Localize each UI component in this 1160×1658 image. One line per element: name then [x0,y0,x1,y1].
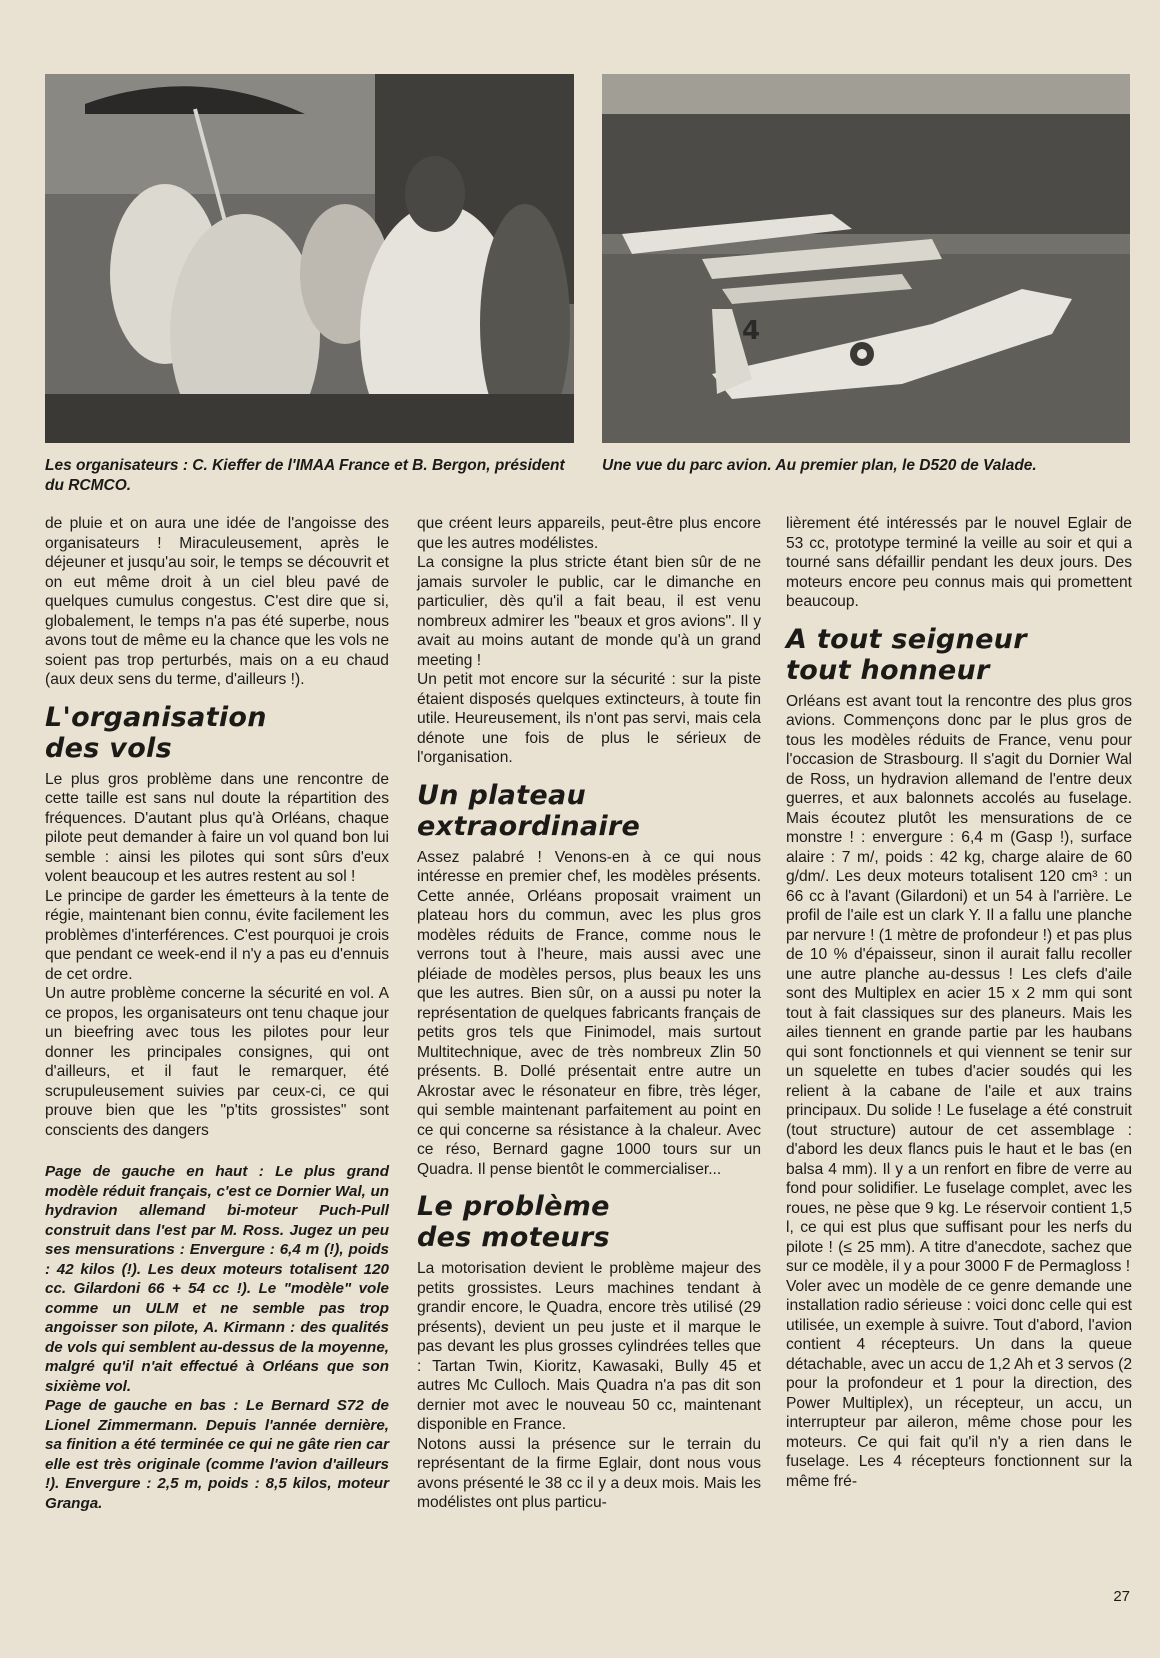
photo-airfield-park [602,74,1130,443]
paragraph: que créent leurs appareils, peut-être plus encore que les autres modélistes. [417,515,761,552]
paragraph: Le plus gros problème dans une rencontre de cette taille est sans nul doute la répartition des fréquences. D'autant plus qu'à Orléans, chaque pilote peut demander à faire un vol quand bon lui semble : ainsi les pilotes qui sont sûrs d'eux volent beaucoup et les autres restent au sol ! [45,770,389,885]
section-heading-organisation: L'organisation des vols [45,701,267,764]
paragraph: La motorisation devient le problème majeur des petits grossistes. Leurs machines tendant à grandir encore, le Quadra, encore très utilisé (29 présents), devient un peu juste et il marque le pas devant les plus grosses cylindrées telles que : Tartan Twin, Kioritz, Kawasaki, Bully 45 et autres Mc Culloch. Mais Quadra n'a pas dit son dernier mot avec le nouveau 50 cc, maintenant disponible en France. [417,1260,761,1433]
airfield-photo-illustration [602,74,1130,443]
paragraph: Un petit mot encore sur la sécurité : sur la piste étaient disposés quelques extincteurs, à toute fin utile. Heureusement, ils n'ont pas servi, mais cela dénote une fois de plus le sérieux de l'organisation. [417,671,761,766]
paragraph: La consigne la plus stricte étant bien sûr de ne jamais survoler le public, car le dimanche en particulier, dès qu'il a fait beau, il est venu nombreux admirer les "beaux et gros avions". Il y avait au moins autant de monde qu'à un grand meeting ! [417,554,761,669]
organisers-photo-illustration [45,74,574,443]
section-heading-moteurs: Le problème des moteurs [417,1191,610,1253]
article-column-3 [786,514,1132,1491]
paragraph: lièrement été intéressés par le nouvel Eglair de 53 cc, prototype terminé la veille au soir et qui a tourné sans défaillir pendant les deux jours. Des moteurs encore peu connus mais qui promettent beaucoup. [786,515,1132,610]
article-column-2 [417,514,761,1513]
paragraph: Un autre problème concerne la sécurité en vol. A ce propos, les organisateurs ont tenu chaque jour un bieefring avec tous les pilotes pour leur donner les principales consignes, qui ont d'ailleurs, et il faut le remarquer, été scrupuleusement suivies par ceux-ci, ce qui prouve bien que les "p'tits grossistes" sont conscients des dangers [45,985,389,1139]
caption-organisers: Les organisateurs : C. Kieffer de l'IMAA France et B. Bergon, président du RCMCO. [45,457,565,494]
paragraph: Voler avec un modèle de ce genre demande une installation radio sérieuse : voici donc celle qui est utilisée, un exemple à suivre. Tout d'abord, l'avion contient 4 récepteurs. Un dans la queue détachable, avec un accu de 1,2 Ah et 3 servos (2 pour la profondeur et 1 pour la direction, des Power Multiplex), un récepteur, un accu, un interrupteur par aileron, même chose pour les moteurs. Ce qui fait qu'il n'y a rien dans le fuselage. Les 4 récepteurs fonctionnent sur la même fré- [786,1277,1132,1490]
photo-note-bernard: Page de gauche en bas : Le Bernard S72 de Lionel Zimmermann. Depuis l'année dernière, sa finition a été terminée ce qui ne gâte rien car elle est très originale (comme l'avion d'ailleurs !). Envergure : 2,5 m, poids : 8,5 kilos, moteur Granga. [45,1397,389,1512]
paragraph: Assez palabré ! Venons-en à ce qui nous intéresse en premier chef, les modèles présents. Cette année, Orléans proposait vraiment un plateau hors du commun, avec les plus gros modèles réduits de France, comme nous le verrons tout à l'heure, mais aussi avec une pléiade de modèles persos, plus beaux les uns que les autres. Bien sûr, on a aussi pu noter la représentation de quelques fabricants français de petits gros tels que Finimodel, mais surtout Multitechnique, avec de très nombreux Zlin 50 présents. B. Dollé présentait entre autre un Akrostar avec le résonateur en fibre, très léger, qui semble maintenant parfaitement au point en ce qui concerne sa résistance à la chaleur. Avec ce réso, Bernard gagne 1000 tours sur un Quadra. Il pense bientôt le commercialiser... [417,848,761,1178]
paragraph: Notons aussi la présence sur le terrain du représentant de la firme Eglair, dont nous vous avons présenté le 38 cc il y a deux mois. Mais les modélistes ont plus particu- [417,1435,761,1511]
caption-airfield-park: Une vue du parc avion. Au premier plan, le D520 de Valade. [602,457,1037,474]
paragraph: Orléans est avant tout la rencontre des plus gros avions. Commençons donc par le plus gros de tous les modèles réduits de France, venu pour l'occasion de Strasbourg. Il s'agit du Dornier Wal de Ross, un hydravion allemand de l'entre deux guerres, et aux balonnets accolés au fuselage. Mais écoutez plutôt les mensurations de ce monstre ! : envergure : 6,4 m (Gasp !), surface alaire : 7 m/, poids : 42 kg, charge alaire de 60 g/dm/. Les deux moteurs totalisent 120 cm³ : un 66 cc à l'avant (Gilardoni) et un 54 à l'arrière. Le profil de l'aile est un clark Y. Il a fallu une planche par nervure ! (1 mètre de profondeur !) et pas plus de 10 % d'épaisseur, sinon il aurait fallu recoller une autre planche au-dessus ! Les clefs d'aile sont des Multiplex en acier 15 x 2 mm qui sont tout à fait classiques sur des planeurs. Mais les ailes tiennent en grande partie par les haubans qui sont fonctionnels et qui viennent se tenir sur un squelette en tubes d'acier soudés qui les relient à la cabane de l'aile et aux trains principaux. Du solide ! Le fuselage a été construit (tout structure) autour de cet assemblage : d'abord les deux flancs puis le haut et le bas (en balsa 4 mm). Il y a un renfort en fibre de verre au fond pour solidifier. Le fuselage complet, avec les roues, ne pèse que 9 kg. Le réservoir contient 1,5 l, ce qui est plus que suffisant pour les nerfs du pilote ! (≤ 25 mm). A titre d'anecdote, sachez que sur ce modèle, il y a pour 3000 F de Permagloss ! [786,692,1132,1275]
photo-note-dornier: Page de gauche en haut : Le plus grand modèle réduit français, c'est ce Dornier Wal, un hydravion allemand bi-moteur Puch-Pull construit dans l'est par M. Ross. Jugez un peu ses mensurations : Envergure : 6,4 m (!), poids : 42 kilos (!). Les deux moteurs totalisent 120 cc. Gilardoni 66 + 54 cc !). Le "modèle" vole comme un ULM et ne semble pas trop angoisser son pilote, A. Kirmann : des qualités de vols qui semblent au-dessus de la moyenne, malgré qu'il n'ait effectué à Orléans que son sixième vol. [45,1163,389,1395]
plane-marking-text: 4 [742,316,761,346]
paragraph: Le principe de garder les émetteurs à la tente de régie, maintenant bien connu, évite facilement les problèmes d'interférences. C'est pourquoi je crois que pendant ce week-end il n'y a pas eu d'ennuis de cet ordre. [45,887,389,983]
page-number: 27 [1113,1588,1130,1605]
paragraph: de pluie et on aura une idée de l'angoisse des organisateurs ! Miraculeusement, après le déjeuner et jusqu'au soir, le temps se découvrit et on eut même droit à un ciel bleu pavé de quelques cumulus congestus. C'est dire que si, globalement, le temps n'a pas été superbe, nous avons tout de même eu la chance que les vols ne soient pas trop perturbés, mais on a eu chaud (aux deux sens du terme, d'ailleurs !). [45,515,389,688]
photo-organisers [45,74,574,443]
section-heading-plateau: Un plateau extraordinaire [417,779,641,842]
section-heading-seigneur: A tout seigneur tout honneur [786,623,1027,686]
article-column-1 [45,514,389,1513]
